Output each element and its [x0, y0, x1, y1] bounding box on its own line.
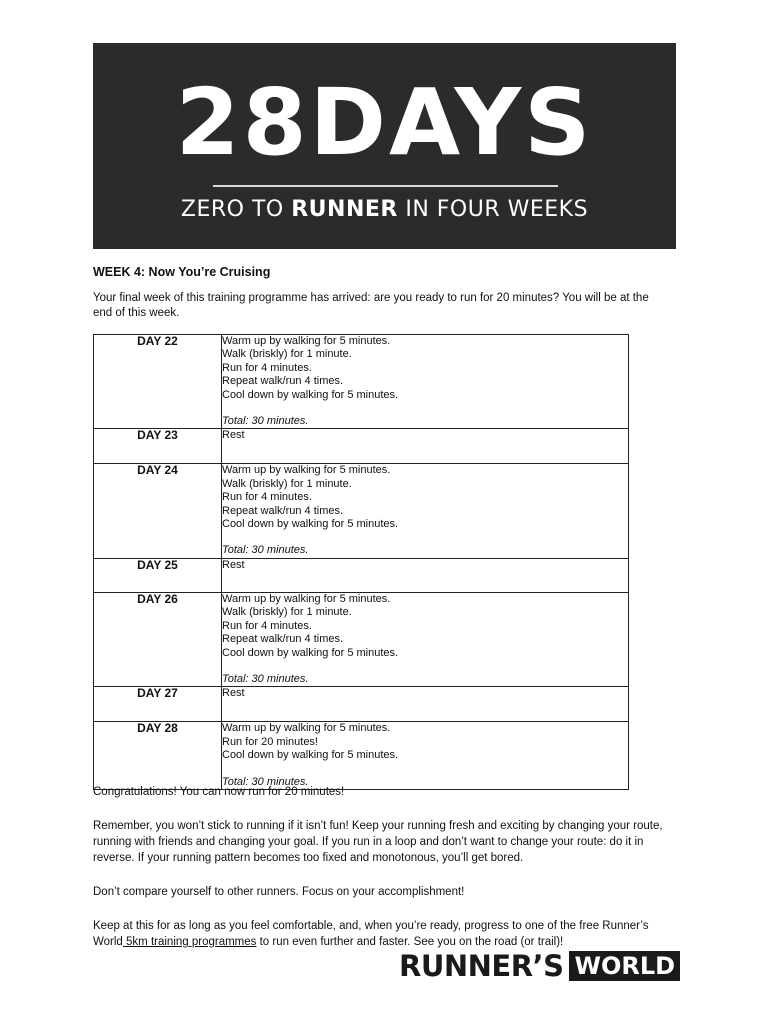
instruction-line: Warm up by walking for 5 minutes. — [222, 592, 391, 605]
remember-paragraph: Remember, you won’t stick to running if it isn’t fun! Keep your running fresh and exciting by changing your route, running with friends and changing your goal. If you run in a loop and don’t want to change your route: do it in reverse. If your running pattern becomes too fixed and monotonous, you’ll get bored. — [93, 820, 663, 864]
day-details — [222, 335, 629, 429]
day-details — [222, 722, 629, 790]
table-row — [94, 464, 629, 558]
instruction-line: Run for 4 minutes. — [222, 361, 312, 374]
day-details — [222, 429, 629, 464]
instruction-line: Rest — [222, 429, 245, 442]
compare-paragraph: Don’t compare yourself to other runners. Focus on your accomplishment! — [93, 886, 465, 898]
training-table — [93, 334, 629, 790]
runners-world-logo — [399, 949, 680, 983]
instruction-line: Rest — [222, 558, 245, 571]
day-label: DAY 25 — [94, 558, 222, 592]
instruction-line: Walk (briskly) for 1 minute. — [222, 477, 352, 490]
day-label: DAY 26 — [94, 592, 222, 686]
total-time: Total: 30 minutes. — [222, 775, 309, 788]
congrats-paragraph: Congratulations! You can now run for 20 minutes! — [93, 786, 345, 798]
total-time: Total: 30 minutes. — [222, 672, 309, 685]
logo-world-text: WORLD — [569, 951, 680, 981]
table-row — [94, 558, 629, 592]
instruction-line: Warm up by walking for 5 minutes. — [222, 722, 391, 735]
total-time: Total: 30 minutes. — [222, 415, 309, 428]
week-heading: WEEK 4: Now You’re Cruising — [93, 265, 271, 279]
banner-title: 28DAYS — [175, 69, 594, 176]
instruction-line: Cool down by walking for 5 minutes. — [222, 518, 399, 531]
total-time: Total: 30 minutes. — [222, 544, 309, 557]
header-banner — [93, 43, 676, 249]
instruction-line: Run for 4 minutes. — [222, 619, 312, 632]
day-details — [222, 558, 629, 592]
banner-subtitle: ZERO TO RUNNER IN FOUR WEEKS — [180, 197, 589, 222]
instruction-line: Rest — [222, 687, 245, 700]
instruction-line: Run for 4 minutes. — [222, 491, 312, 504]
instruction-line: Walk (briskly) for 1 minute. — [222, 606, 352, 619]
instruction-line: Cool down by walking for 5 minutes. — [222, 646, 399, 659]
intro-paragraph: Your final week of this training programme has arrived: are you ready to run for 20 minutes? You will be at the end of this week. — [93, 292, 649, 319]
instruction-line: Cool down by walking for 5 minutes. — [222, 749, 399, 762]
table-row — [94, 429, 629, 464]
instruction-line: Cool down by walking for 5 minutes. — [222, 388, 399, 401]
logo-runners-text: RUNNER’S — [399, 949, 564, 983]
day-label: DAY 27 — [94, 687, 222, 722]
instruction-line: Repeat walk/run 4 times. — [222, 633, 344, 646]
day-label: DAY 24 — [94, 464, 222, 558]
day-details — [222, 687, 629, 722]
table-row — [94, 687, 629, 722]
day-label: DAY 28 — [94, 722, 222, 790]
day-label: DAY 23 — [94, 429, 222, 464]
table-row — [94, 335, 629, 429]
table-row — [94, 592, 629, 686]
day-details — [222, 592, 629, 686]
day-label: DAY 22 — [94, 335, 222, 429]
instruction-line: Walk (briskly) for 1 minute. — [222, 348, 352, 361]
instruction-line: Warm up by walking for 5 minutes. — [222, 335, 391, 347]
instruction-line: Run for 20 minutes! — [222, 735, 318, 748]
instruction-line: Repeat walk/run 4 times. — [222, 504, 344, 517]
instruction-line: Warm up by walking for 5 minutes. — [222, 464, 391, 477]
table-row — [94, 722, 629, 790]
instruction-line: Repeat walk/run 4 times. — [222, 375, 344, 388]
keep-paragraph: Keep at this for as long as you feel comfortable, and, when you’re ready, progress to one of the free Runner’s World 5km training programmes to run even further and faster. See you on the road (or trail)! — [93, 920, 649, 948]
banner-divider — [213, 185, 558, 187]
training-programmes-link[interactable]: 5km training programmes — [122, 936, 257, 948]
day-details — [222, 464, 629, 558]
